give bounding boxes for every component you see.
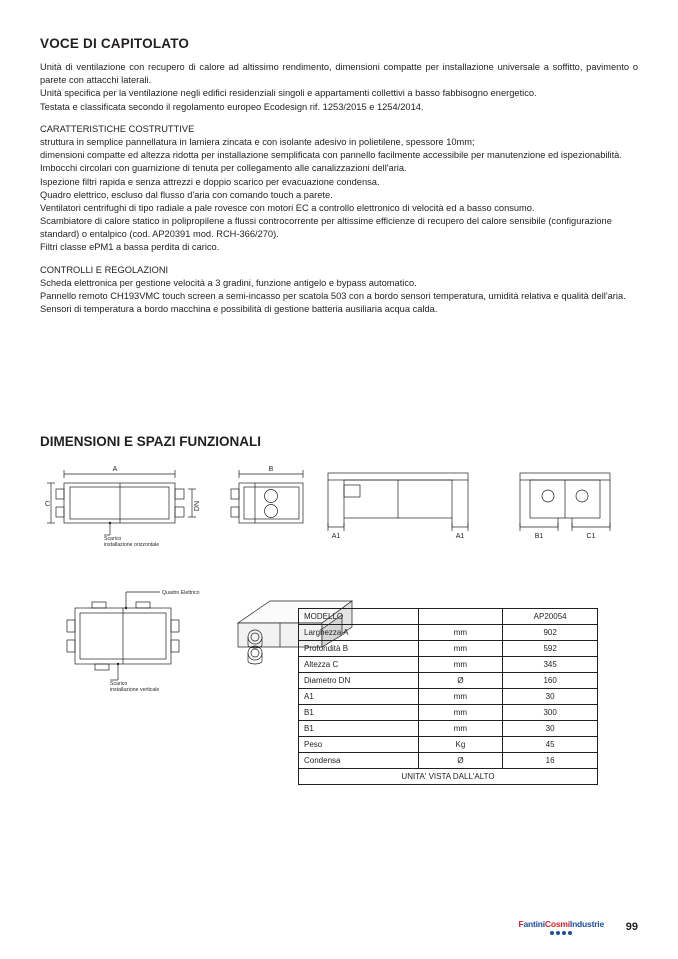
table-row <box>299 609 598 625</box>
row-name: Peso <box>299 737 419 753</box>
caption-scarico-orizzontale-1: Scarico <box>104 536 122 543</box>
drawing-vertical-install <box>40 570 255 705</box>
costruttive-line-6: Ventilatori centrifughi di tipo radiale a pale rovesce con motori EC a controllo elettronico di velocità ed a basso consumo. <box>40 202 535 213</box>
row-name: Diametro DN <box>299 673 419 689</box>
row-unit: mm <box>418 641 503 657</box>
costruttive-line-1: struttura in semplice pannellatura in lamiera zincata e con isolante adesivo in polietilene, spessore 10mm; <box>40 136 475 147</box>
row-unit: mm <box>418 657 503 673</box>
row-name: Larghezza A <box>299 625 419 641</box>
costruttive-line-8: Filtri classe ePM1 a bassa perdita di carico. <box>40 242 220 253</box>
table-row <box>299 753 598 769</box>
row-unit: mm <box>418 689 503 705</box>
row-unit: Ø <box>418 673 503 689</box>
costruttive-line-4: Ispezione filtri rapida e senza attrezzi e doppio scarico per evacuazione condensa. <box>40 176 380 187</box>
caption-quadro-elettrico: Quadro Elettrico <box>162 590 200 597</box>
table-row <box>299 705 598 721</box>
table-header-model-value: AP20054 <box>503 609 598 625</box>
row-name: A1 <box>299 689 419 705</box>
row-value: 16 <box>503 753 598 769</box>
page-title: VOCE DI CAPITOLATO <box>40 36 190 51</box>
table-row <box>299 673 598 689</box>
row-unit: mm <box>418 625 503 641</box>
brand-dots <box>518 931 604 935</box>
controlli-line-1: Scheda elettronica per gestione velocità a 3 gradini, funzione antigelo e bypass automatico. <box>40 277 417 288</box>
row-value: 30 <box>503 689 598 705</box>
caption-scarico-orizzontale-2: installazione orizzontale <box>104 542 160 549</box>
row-name: Altezza C <box>299 657 419 673</box>
page-number: 99 <box>625 921 638 933</box>
costruttive-line-2: dimensioni compatte ed altezza ridotta per installazione semplificata con pannello facilmente accessibile per manutenzione ed ispezionabilità. <box>40 150 622 161</box>
label-B1: B1 <box>534 533 544 541</box>
label-A1-left: A1 <box>331 533 341 541</box>
table-row <box>299 657 598 673</box>
costruttive-line-5: Quadro elettrico, escluso dal flusso d'aria con comando touch a parete. <box>40 189 333 200</box>
subsection-title-costruttive: CARATTERISTICHE COSTRUTTIVE <box>40 123 195 134</box>
subsection-title-controlli: CONTROLLI E REGOLAZIONI <box>40 264 169 275</box>
row-unit: Ø <box>418 753 503 769</box>
row-value: 902 <box>503 625 598 641</box>
costruttive-line-3: Imbocchi circolari con guarnizione di tenuta per collegamento alle canalizzazioni dell'aria. <box>40 163 407 174</box>
brand-logo-antini: antini <box>523 919 545 929</box>
row-value: 30 <box>503 721 598 737</box>
intro-paragraph-2: Unità specifica per la ventilazione negli edifici residenziali singoli e appartamenti collettivi a basso fabbisogno energetico. <box>40 88 537 99</box>
caption-scarico-verticale-1: Scarico <box>110 681 128 688</box>
label-A1-right: A1 <box>455 533 465 541</box>
label-C1: C1 <box>586 533 596 541</box>
page-footer <box>0 911 678 941</box>
row-name: B1 <box>299 721 419 737</box>
table-footnote-row <box>299 769 598 785</box>
drawing-front-view <box>215 465 320 535</box>
table-row <box>299 689 598 705</box>
label-C: C <box>45 501 51 509</box>
row-value: 345 <box>503 657 598 673</box>
row-name: Profondità B <box>299 641 419 657</box>
brand-logo-industrie: Industrie <box>569 919 604 929</box>
row-value: 160 <box>503 673 598 689</box>
row-name: B1 <box>299 705 419 721</box>
drawing-top-view-a1 <box>320 465 480 545</box>
row-name: Condensa <box>299 753 419 769</box>
table-footnote: UNITA' VISTA DALL'ALTO <box>299 769 598 785</box>
table-header-model: MODELLO <box>299 609 419 625</box>
row-unit: Kg <box>418 737 503 753</box>
label-B: B <box>268 466 274 474</box>
costruttive-line-7: Scambiatore di calore statico in polipropilene a flussi controcorrente per altissime efficienze di recupero del calore sensibile (configurazione standard) o entalpico (cod. AP20391 mod. RCH-366/270). <box>40 216 612 240</box>
table-header-unit <box>418 609 503 625</box>
intro-paragraph-1: Unità di ventilazione con recupero di calore ad altissimo rendimento, dimensioni compatte per installazione universale a soffitto, pavimento o parete con attacchi laterali. <box>40 62 638 86</box>
label-DN: DN <box>194 501 201 512</box>
controlli-line-2: Pannello remoto CH193VMC touch screen a semi-incasso per scatola 503 con a bordo sensori temperatura, umidità relativa e qualità dell'aria. <box>40 291 626 301</box>
row-unit: mm <box>418 705 503 721</box>
brand-logo <box>518 919 604 935</box>
table-row <box>299 625 598 641</box>
row-value: 300 <box>503 705 598 721</box>
brand-logo-f: F <box>518 919 524 929</box>
table-row <box>299 721 598 737</box>
table-body <box>299 609 598 785</box>
caption-scarico-verticale-2: installazione verticale <box>110 687 160 694</box>
dimensions-title: DIMENSIONI E SPAZI FUNZIONALI <box>40 434 262 450</box>
row-value: 592 <box>503 641 598 657</box>
row-unit: mm <box>418 721 503 737</box>
brand-logo-cosmi: Cosmi <box>544 919 570 929</box>
brand-logo-text <box>518 919 604 929</box>
label-A: A <box>112 466 118 474</box>
table-row <box>299 641 598 657</box>
controlli-line-3: Sensori di temperatura a bordo macchina e possibilità di gestione batteria ausiliaria acqua calda. <box>40 304 438 315</box>
specifications-table <box>298 608 598 785</box>
intro-paragraph-3: Testata e classificata secondo il regolamento europeo Ecodesign rif. 1253/2015 e 1254/2014. <box>40 101 424 112</box>
drawing-top-view-b1 <box>500 465 630 545</box>
row-value: 45 <box>503 737 598 753</box>
table-row <box>299 737 598 753</box>
